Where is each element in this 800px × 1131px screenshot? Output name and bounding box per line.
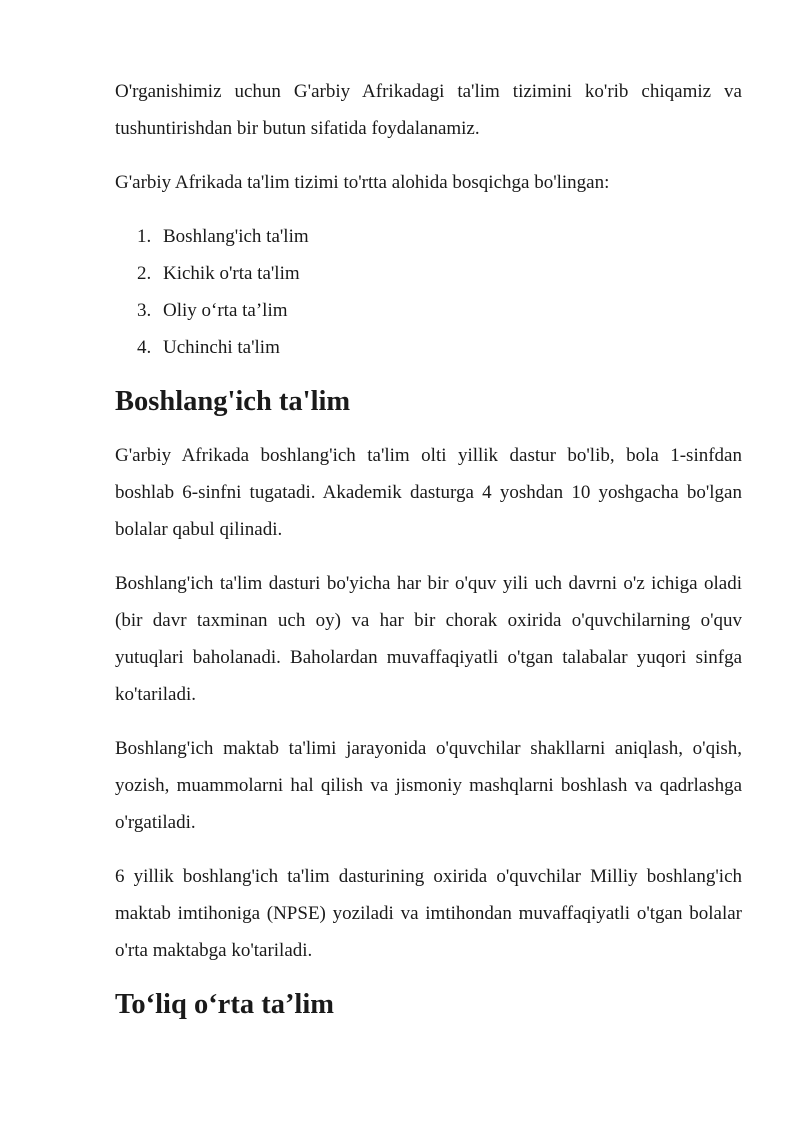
primary-paragraph-3: Boshlang'ich maktab ta'limi jarayonida o'quvchilar shakllarni aniqlash, o'qish, yozish, muammolarni hal qilish va jismoniy mashqlarni boshlash va qadrlashga o'rgatiladi. bbox=[115, 738, 742, 833]
list-item bbox=[115, 292, 742, 329]
document-page bbox=[115, 73, 742, 1040]
list-item bbox=[115, 218, 742, 255]
intro-paragraph: O'rganishimiz uchun G'arbiy Afrikadagi ta'lim tizimini ko'rib chiqamiz va tushuntirishdan bir butun sifatida foydalanamiz. bbox=[115, 81, 742, 139]
secondary-education-heading: To‘liq o‘rta ta’lim bbox=[115, 989, 335, 1020]
list-item-label: Kichik o'rta ta'lim bbox=[163, 263, 300, 284]
list-item-number: 1. bbox=[137, 226, 152, 247]
list-item bbox=[115, 255, 742, 292]
stages-list bbox=[115, 218, 742, 366]
list-item-number: 3. bbox=[137, 300, 152, 321]
primary-paragraph-2: Boshlang'ich ta'lim dasturi bo'yicha har bir o'quv yili uch davrni o'z ichiga oladi (bir davr taxminan uch oy) va har bir chorak oxirida o'quvchilarning o'quv yutuqlari baholanadi. Baholardan muvaffaqiyatli o'tgan talabalar yuqori sinfga ko'tariladi. bbox=[115, 573, 742, 705]
list-item-number: 2. bbox=[137, 263, 152, 284]
stages-intro-paragraph: G'arbiy Afrikada ta'lim tizimi to'rtta alohida bosqichga bo'lingan: bbox=[115, 172, 610, 193]
list-item-label: Oliy o‘rta ta’lim bbox=[163, 300, 288, 321]
primary-paragraph-4: 6 yillik boshlang'ich ta'lim dasturining oxirida o'quvchilar Milliy boshlang'ich maktab imtihoniga (NPSE) yoziladi va imtihondan muvaffaqiyatli o'tgan bolalar o'rta maktabga ko'tariladi. bbox=[115, 866, 742, 961]
list-item-label: Boshlang'ich ta'lim bbox=[163, 226, 309, 247]
list-item bbox=[115, 329, 742, 366]
list-item-label: Uchinchi ta'lim bbox=[163, 337, 280, 358]
primary-education-heading: Boshlang'ich ta'lim bbox=[115, 386, 351, 417]
list-item-number: 4. bbox=[137, 337, 152, 358]
primary-paragraph-1: G'arbiy Afrikada boshlang'ich ta'lim olti yillik dastur bo'lib, bola 1-sinfdan boshlab 6-sinfni tugatadi. Akademik dasturga 4 yoshdan 10 yoshgacha bo'lgan bolalar qabul qilinadi. bbox=[115, 445, 742, 540]
